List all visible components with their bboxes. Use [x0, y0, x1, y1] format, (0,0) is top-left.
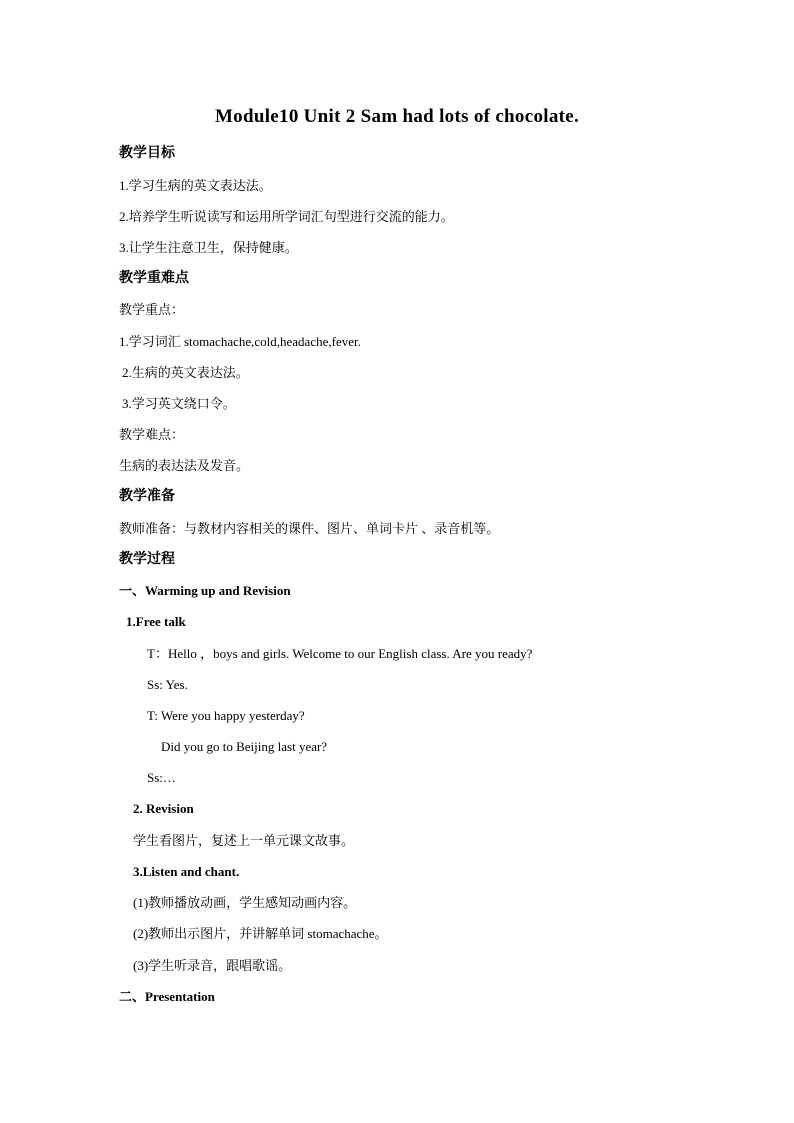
- dialogue-line: Did you go to Beijing last year?: [161, 739, 328, 754]
- objective-item: 3.让学生注意卫生，保持健康。: [119, 240, 298, 255]
- objective-item: 1.学习生病的英文表达法。: [119, 178, 272, 193]
- step3-title: 3.Listen and chant.: [133, 864, 240, 879]
- focus-item: 2.生病的英文表达法。: [122, 365, 249, 380]
- dialogue-line: T: Were you happy yesterday?: [147, 708, 305, 723]
- difficulty-label: 教学难点：: [119, 427, 185, 442]
- difficulty-text: 生病的表达法及发音。: [119, 458, 250, 473]
- focus-item: 1.学习词汇 stomachache,cold,headache,fever.: [119, 334, 361, 349]
- section2-title: 二、Presentation: [119, 989, 215, 1004]
- objectives-heading: 教学目标: [119, 146, 175, 161]
- step3-item: (3)学生听录音，跟唱歌谣。: [133, 958, 292, 973]
- focus-item: 3.学习英文绕口令。: [122, 396, 236, 411]
- objective-item: 2.培养学生听说读写和运用所学词汇句型进行交流的能力。: [119, 209, 454, 224]
- preparation-heading: 教学准备: [119, 489, 175, 504]
- focus-label: 教学重点：: [119, 302, 185, 317]
- section1-title: 一、Warming up and Revision: [119, 583, 291, 598]
- process-heading: 教学过程: [119, 552, 175, 567]
- dialogue-line: Ss:…: [147, 770, 176, 785]
- step2-text: 学生看图片，复述上一单元课文故事。: [133, 833, 355, 848]
- step2-title: 2. Revision: [133, 801, 194, 816]
- document-title: Module10 Unit 2 Sam had lots of chocolate.: [214, 106, 580, 127]
- preparation-text: 教师准备：与教材内容相关的课件、图片、单词卡片 、录音机等。: [119, 521, 500, 536]
- step3-item: (2)教师出示图片，并讲解单词 stomachache。: [133, 926, 388, 941]
- key-points-heading: 教学重难点: [119, 271, 189, 286]
- step3-item: (1)教师播放动画，学生感知动画内容。: [133, 895, 357, 910]
- dialogue-line: Ss: Yes.: [147, 677, 188, 692]
- step1-title: 1.Free talk: [126, 614, 186, 629]
- dialogue-line: T：Hello ，boys and girls. Welcome to our English class. Are you ready?: [147, 646, 533, 661]
